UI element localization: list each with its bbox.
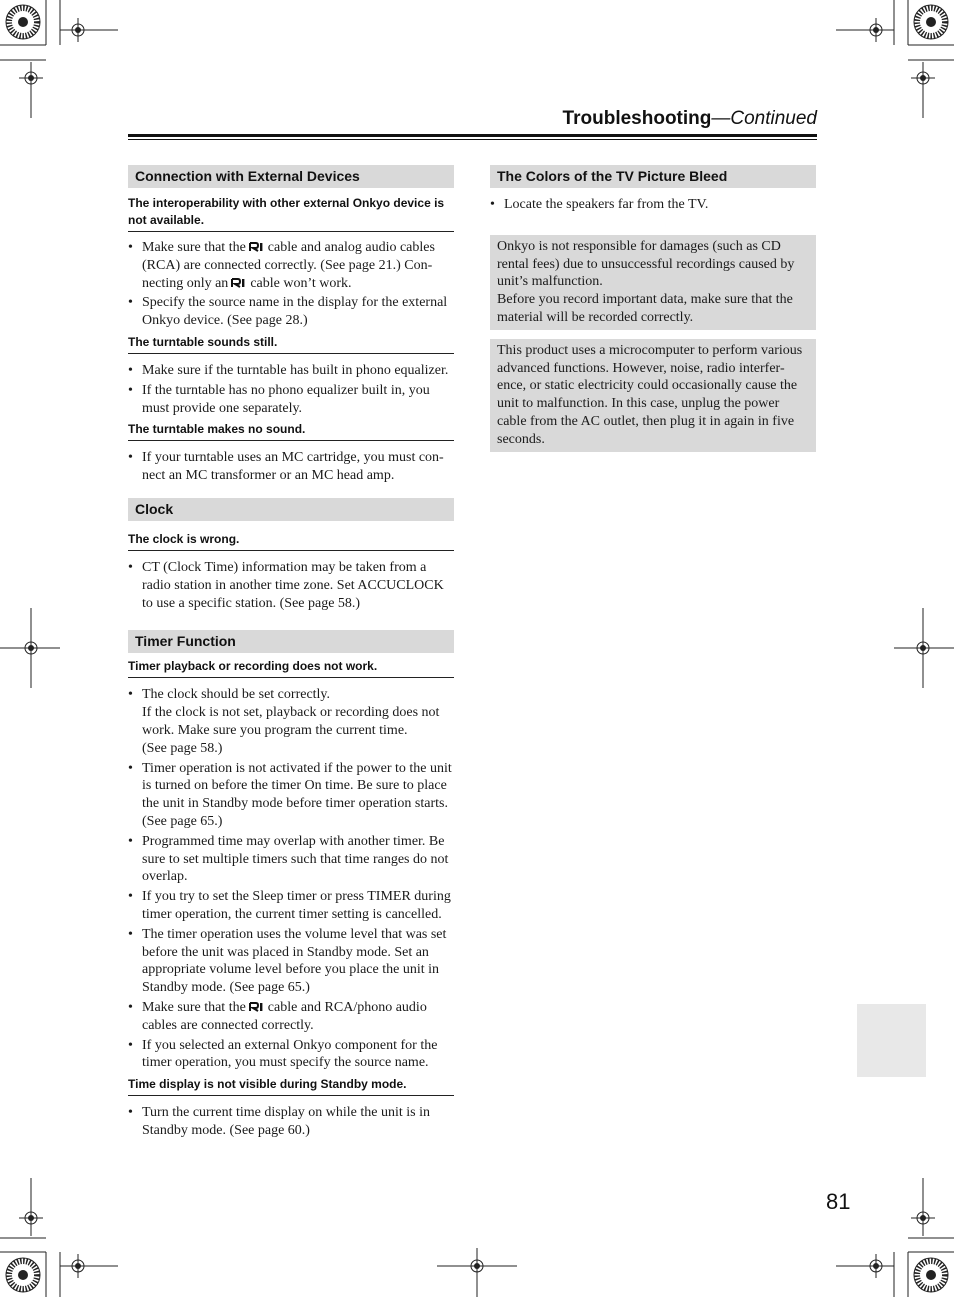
list-item: • The timer operation uses the volume level that was set before the unit was placed in Standby mode. Set an appropriate volume level before you place the unit in Standby mode. (See page 65.) <box>128 926 454 997</box>
section-title-tv-colors: The Colors of the TV Picture Bleed <box>490 165 816 188</box>
item-text: Make sure that the <box>142 999 246 1015</box>
list-item: • If your turntable uses an MC cartridge, you must con-nect an MC transformer or an MC head amp. <box>128 449 454 485</box>
list-item <box>128 239 454 292</box>
list-item: • Locate the speakers far from the TV. <box>490 196 816 214</box>
subhead-turntable-no-sound: The turntable makes no sound. <box>128 421 454 441</box>
header-rule-thin <box>128 139 817 140</box>
note-box-microcomputer <box>490 339 816 452</box>
list-item: • CT (Clock Time) information may be taken from a radio station in another time zone. Set ACCUCLOCK to use a specific station. (See page 58.) <box>128 559 454 612</box>
list-item: • If you selected an external Onkyo component for the timer operation, you must specify the source name. <box>128 1037 454 1073</box>
header-continued: —Continued <box>711 108 817 129</box>
list-item: • Make sure if the turntable has built in phono equalizer. <box>128 362 454 380</box>
list-timer <box>128 686 454 1072</box>
list-item: • If the turntable has no phono equalizer built in, you must provide one separately. <box>128 382 454 418</box>
list-item: • If you try to set the Sleep timer or press TIMER during timer operation, the current timer setting is cancelled. <box>128 888 454 924</box>
item-text: • The clock should be set correctly. <box>142 687 331 703</box>
item-text: If the clock is not set, playback or recording does not work. Make sure you program the current time. <box>142 705 440 738</box>
page-header-title <box>563 108 817 130</box>
left-column <box>128 165 454 1140</box>
note-text: Onkyo is not responsible for damages (such as CD rental fees) due to unsuccessful recordings caused by unit’s malfunction. <box>497 238 795 290</box>
list-time-display <box>128 1104 454 1140</box>
header-title-text: Troubleshooting <box>562 108 712 129</box>
side-tab <box>857 1004 926 1077</box>
list-item <box>128 999 454 1035</box>
list-item: • Specify the source name in the display for the external Onkyo device. (See page 28.) <box>128 294 454 330</box>
list-turntable-no-sound <box>128 449 454 485</box>
list-item <box>128 686 454 757</box>
ri-logo-icon <box>249 1002 265 1012</box>
list-item: • Programmed time may overlap with another timer. Be sure to set multiple timers such that time ranges do not overlap. <box>128 833 454 886</box>
item-text: cable and RCA/phono audio cables are connected correctly. <box>142 999 427 1033</box>
item-text: cable won’t work. <box>250 275 352 291</box>
subhead-clock-wrong: The clock is wrong. <box>128 531 454 551</box>
subhead-timer-playback: Timer playback or recording does not work. <box>128 658 454 678</box>
section-title-clock: Clock <box>128 498 454 521</box>
list-clock <box>128 559 454 612</box>
section-title-external: Connection with External Devices <box>128 165 454 188</box>
note-box-responsibility <box>490 235 816 330</box>
page-number: 81 <box>826 1189 851 1214</box>
subhead-interoperability: The interoperability with other external Onkyo device is not available. <box>128 195 454 232</box>
list-tv-colors <box>490 196 816 214</box>
section-title-timer: Timer Function <box>128 630 454 653</box>
subhead-time-display: Time display is not visible during Standby mode. <box>128 1076 454 1096</box>
list-interoperability <box>128 239 454 330</box>
ri-logo-icon <box>231 278 247 288</box>
list-turntable-still <box>128 362 454 417</box>
item-text: Make sure that the <box>142 240 246 255</box>
note-text: Before you record important data, make sure that the material will be recorded correctly. <box>497 292 793 325</box>
note-text: This product uses a microcomputer to perform various advanced functions. However, noise, radio interfer-ence, or static electricity could occasionally cause the unit to malfunction. In this case, unplug the power cable from the AC outlet, then plug it in again in five seconds. <box>497 342 803 447</box>
header-rule <box>128 134 817 137</box>
list-item: • Turn the current time display on while the unit is in Standby mode. (See page 60.) <box>128 1104 454 1140</box>
item-text: cable and analog audio cables (RCA) are connected correctly. (See page 21.) Con-necting only an <box>142 240 435 291</box>
ri-logo-icon <box>249 242 265 252</box>
list-item: • Timer operation is not activated if the power to the unit is turned on before the timer On time. Be sure to place the unit in Standby mode before timer operation starts. (See page 65.) <box>128 760 454 831</box>
right-column <box>490 165 816 452</box>
item-text: (See page 58.) <box>142 740 223 756</box>
subhead-turntable-still: The turntable sounds still. <box>128 334 454 354</box>
